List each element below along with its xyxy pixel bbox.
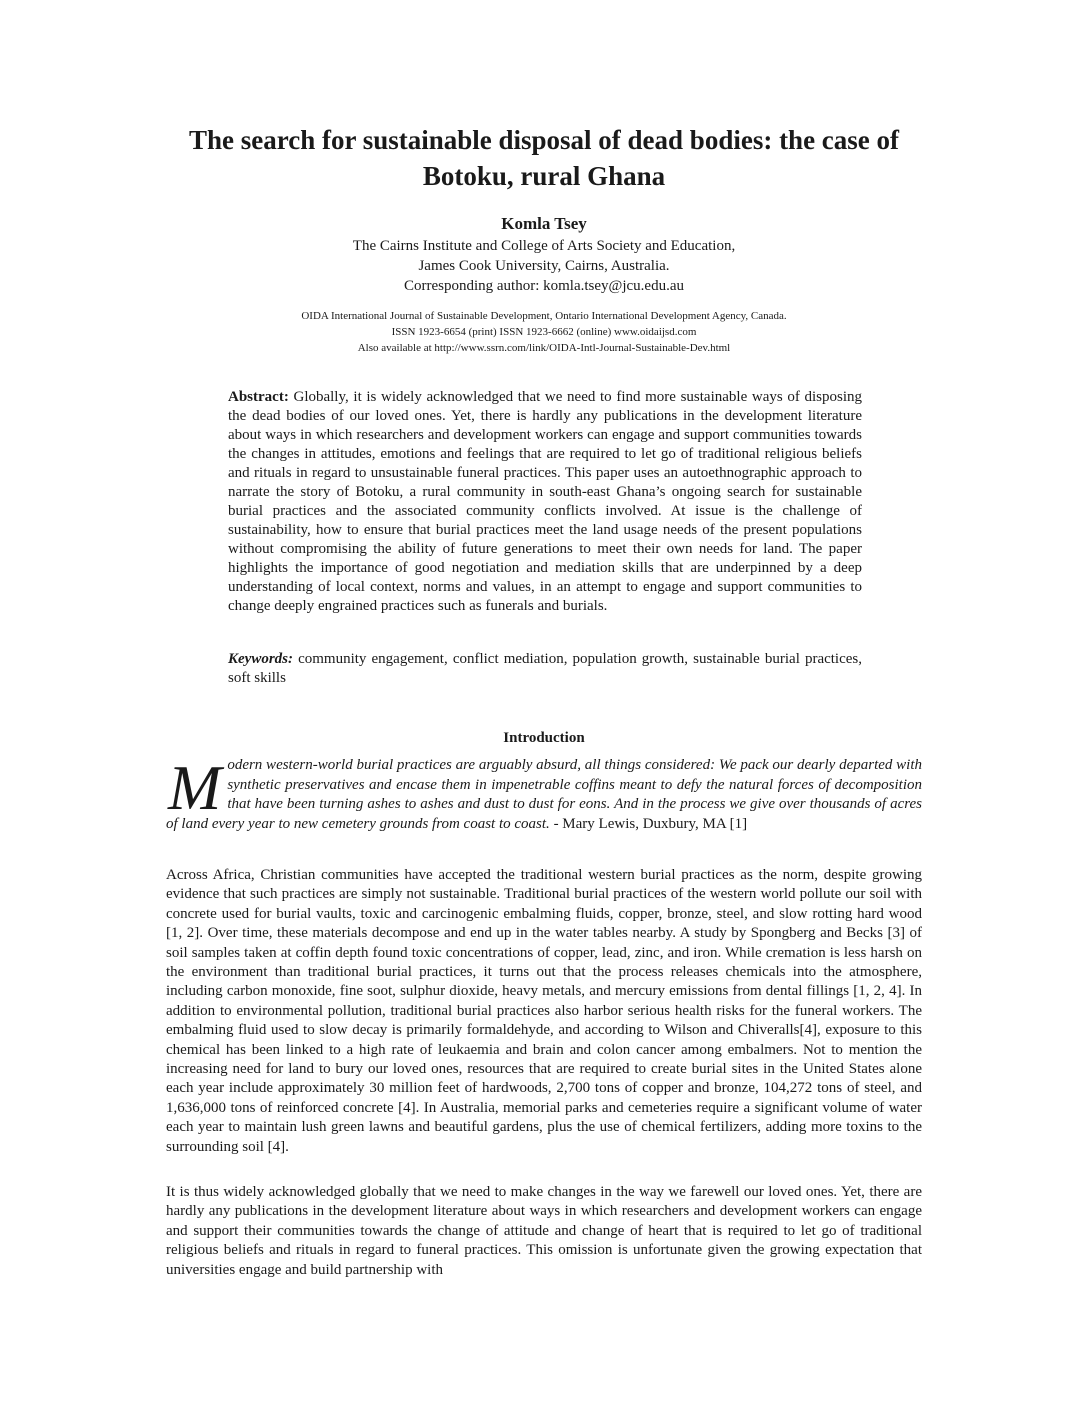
corresponding-author: Corresponding author: komla.tsey@jcu.edu.au (403, 278, 684, 294)
abstract (228, 388, 862, 616)
quote-attribution: - Mary Lewis, Duxbury, MA [1] (549, 815, 748, 832)
quote-text: odern western-world burial practices are arguably absurd, all things considered: We pack our dearly departed with synthetic preservatives and encase them in impenetrable coffins meant to defy the natural forces of decomposition that have been turning ashes to ashes and dust to dust for eons. And in the process we give over thousands of acres of land every year to new cemetery grounds from coast to coast. (166, 757, 922, 832)
author-affiliation (160, 236, 928, 296)
epigraph-quote (166, 752, 922, 834)
journal-ssrn: Also available at http://www.ssrn.com/link/OIDA-Intl-Journal-Sustainable-Dev.html (357, 342, 731, 354)
author-name: Komla Tsey (501, 214, 587, 233)
keywords-label: Keywords: (228, 651, 293, 667)
paper-title: The search for sustainable disposal of dead bodies: the case of Botoku, rural Ghana (188, 125, 900, 191)
journal-line-1: OIDA International Journal of Sustainable Development, Ontario International Development Agency, Canada. (301, 310, 787, 322)
body-paragraph-1: Across Africa, Christian communities have accepted the traditional western burial practices as the norm, despite growing evidence that such practices are simply not sustainable. Traditional burial practices of the western world pollute our soil with concrete used for burial vaults, toxic and carcinogenic embalming fluids, copper, bronze, steel, and slow rotting hard wood [1, 2]. Over time, these materials decompose and end up in the water tables nearby. A study by Spongberg and Becks [3] of soil samples taken at coffin depth found toxic concentrations of copper, lead, zinc, and iron. While cremation is less harsh on the environment than traditional burial practices, it turns out that the process releases chemicals into the atmosphere, including carbon monoxide, fine soot, sulphur dioxide, heavy metals, and mercury emissions from dental fillings [1, 2, 4]. In addition to environmental pollution, traditional burial practices also harbor serious health risks for the funeral workers. The embalming fluid used to slow decay is primarily formaldehyde, and according to Wilson and Chiveralls[4], exposure to this chemical has been linked to a high rate of leukaemia and brain and colon cancer among embalmers. Not to mention the increasing need for land to bury our loved ones, resources that are required to create burial sites in the United States alone each year include approximately 30 million feet of hardwoods, 2,700 tons of copper and bronze, 104,272 tons of steel, and 1,636,000 tons of reinforced concrete [4]. In Australia, memorial parks and cemeteries require a significant volume of water each year to maintain lush green lawns and beautiful gardens, plus the use of chemical fertilizers, adding more toxins to the surrounding soil [4]. (166, 867, 922, 1155)
drop-cap: M (168, 752, 222, 823)
journal-issn: ISSN 1923-6654 (print) ISSN 1923-6662 (online) www.oidaijsd.com (391, 326, 697, 338)
affiliation-line-2: James Cook University, Cairns, Australia. (418, 258, 670, 274)
journal-info (160, 308, 928, 356)
body-paragraph-2: It is thus widely acknowledged globally that we need to make changes in the way we farewell our loved ones. Yet, there are hardly any publications in the development literature about ways in which researchers and development workers can engage and support their communities towards the change of attitude and change of heart that is required to let go of traditional religious beliefs and rituals in regard to funeral practices. This omission is unfortunate given the growing expectation that universities engage and build partnership with (166, 1184, 922, 1278)
section-heading-introduction: Introduction (503, 730, 585, 746)
abstract-text: Globally, it is widely acknowledged that we need to find more sustainable ways of disposing the dead bodies of our loved ones. Yet, there is hardly any publications in the development literature about ways in which researchers and development workers can engage and support communities towards the changes in attitudes, emotions and feelings that are required to let go of traditional religious beliefs and rituals in regard to unsustainable funeral practices. This paper uses an autoethnographic approach to narrate the story of Botoku, a rural community in south-east Ghana’s ongoing search for sustainable burial practices and the associated community conflicts involved. At issue is the challenge of sustainability, how to ensure that burial practices meet the land usage needs of the present populations without compromising the ability of future generations to meet their own needs for land. The paper highlights the importance of good negotiation and mediation skills that are underpinned by a deep understanding of local context, norms and values, in an attempt to engage and support communities to change deeply engrained practices such as funerals and burials. (228, 389, 863, 614)
affiliation-line-1: The Cairns Institute and College of Arts Society and Education, (352, 238, 736, 254)
abstract-label: Abstract: (228, 389, 289, 405)
keywords-text: community engagement, conflict mediation, population growth, sustainable burial practices, soft skills (228, 651, 862, 686)
keywords (228, 650, 862, 688)
